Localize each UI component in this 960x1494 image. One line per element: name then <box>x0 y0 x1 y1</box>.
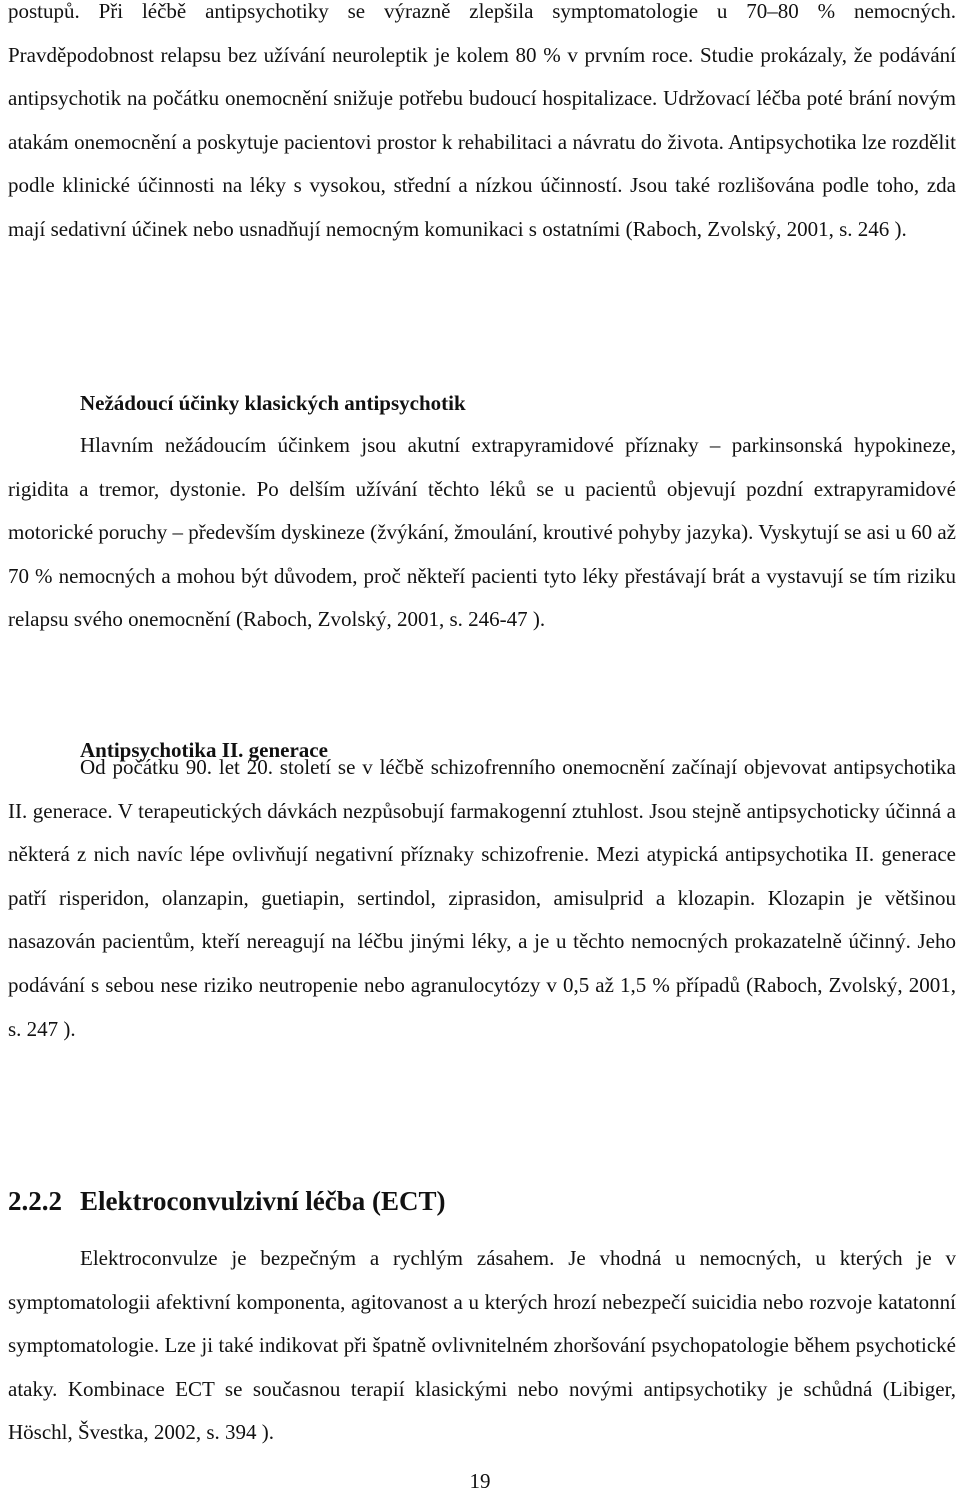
page-number: 19 <box>469 1469 491 1493</box>
paragraph-second-generation: Od počátku 90. let 20. století se v léčbě schizofrenního onemocnění začínají objevovat antipsychotika II. generace. V terapeutických dávkách nezpůsobují farmakogenní ztuhlost. Jsou stejně antipsychoticky účinná a některá z nich navíc lépe ovlivňují negativní příznaky schizofrenie. Mezi atypická antipsychotika II. generace patří risperidon, olanzapin, guetiapin, sertindol, ziprasidon, amisulprid a klozapin. Klozapin je většinou nasazován pacientům, kteří nereagují na léčbu jinými léky, a je u těchto nemocných prokazatelně účinný. Jeho podávání s sebou nese riziko neutropenie nebo agranulocytózy v 0,5 až 1,5 % případů (Raboch, Zvolský, 2001, s. 247 ). <box>8 755 956 1041</box>
paragraph-side-effects: Hlavním nežádoucím účinkem jsou akutní extrapyramidové příznaky – parkinsonská hypokineze, rigidita a tremor, dystonie. Po delším užívání těchto léků se u pacientů objevují pozdní extrapyramidové motorické poruchy – především dyskineze (žvýkání, žmoulání, kroutivé pohyby jazyka). Vyskytují se asi u 60 až 70 % nemocných a mohou být důvodem, proč někteří pacienti tyto léky přestávají brát a vystavují se tím riziku relapsu svého onemocnění (Raboch, Zvolský, 2001, s. 246-47 ). <box>8 433 956 632</box>
heading-second-generation: Antipsychotika II. generace <box>80 738 328 762</box>
paragraph-antipsychotics-effect: postupů. Při léčbě antipsychotiky se výrazně zlepšila symptomatologie u 70–80 % nemocných. Pravděpodobnost relapsu bez užívání neuroleptik je kolem 80 % v prvním roce. Studie prokázaly, že podávání antipsychotik na počátku onemocnění snižuje potřebu budoucí hospitalizace. Udržovací léčba poté brání novým atakám onemocnění a poskytuje pacientovi prostor k rehabilitaci a návratu do života. Antipsychotika lze rozdělit podle klinické účinnosti na léky s vysokou, střední a nízkou účinností. Jsou také rozlišována podle toho, zda mají sedativní účinek nebo usnadňují nemocným komunikaci s ostatními (Raboch, Zvolský, 2001, s. 246 ). <box>8 0 956 241</box>
section-number: 2.2.2 <box>8 1186 62 1216</box>
heading-side-effects: Nežádoucí účinky klasických antipsychotik <box>80 391 466 415</box>
section-heading-ect <box>8 1183 446 1219</box>
section-title: Elektroconvulzivní léčba (ECT) <box>80 1186 446 1216</box>
paragraph-ect: Elektroconvulze je bezpečným a rychlým zásahem. Je vhodná u nemocných, u kterých je v symptomatologii afektivní komponenta, agitovanost a u kterých hrozí nebezpečí suicidia nebo rozvoje katatonní symptomatologie. Lze ji také indikovat při špatně ovlivnitelném zhoršování psychopatologie během psychotické ataky. Kombinace ECT se současnou terapií klasickými nebo novými antipsychotiky je schůdná (Libiger, Höschl, Švestka, 2002, s. 394 ). <box>8 1246 956 1445</box>
